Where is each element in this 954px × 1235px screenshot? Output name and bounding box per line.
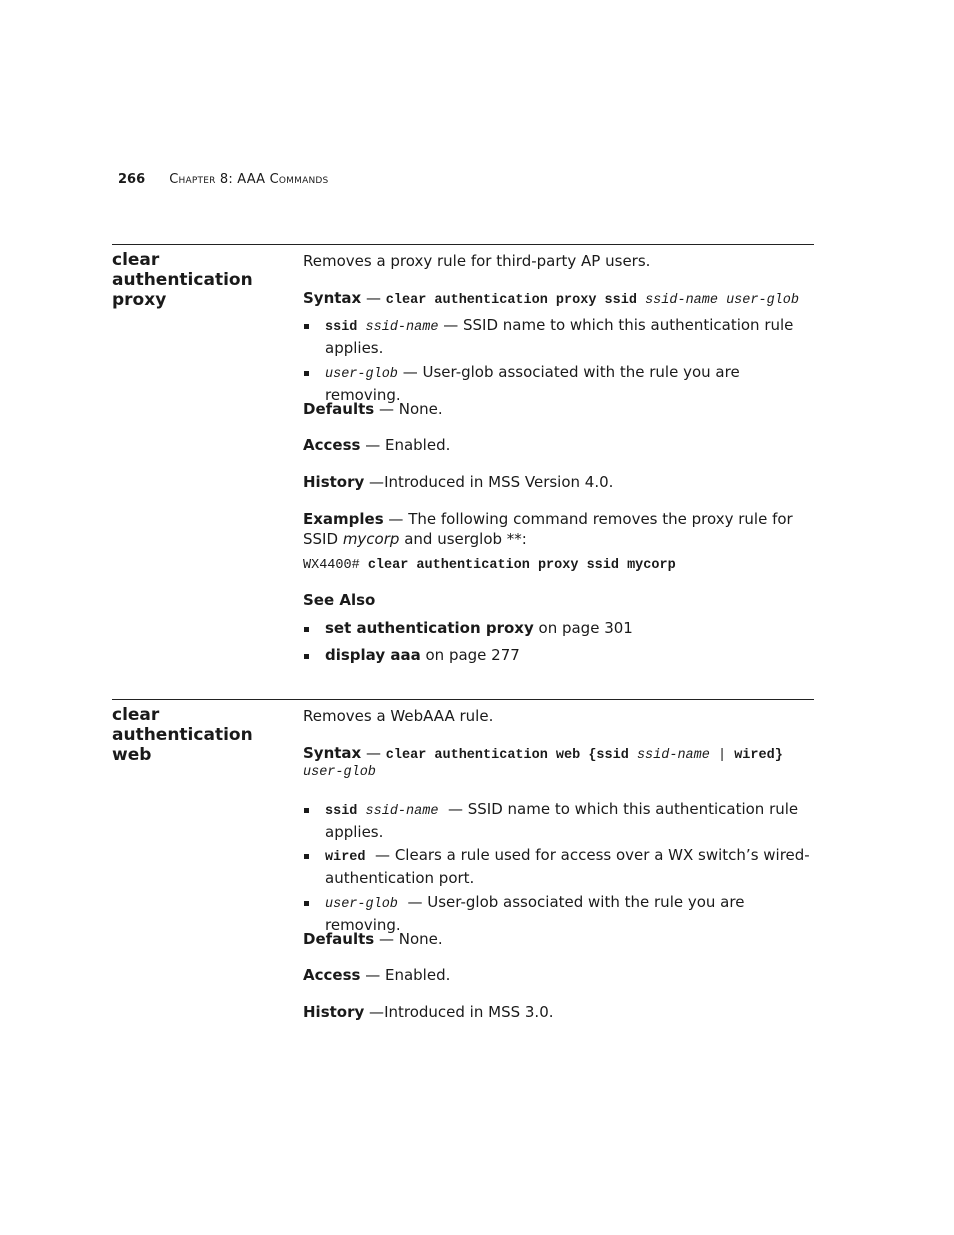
chapter-title: Chapter 8: AAA Commands xyxy=(169,172,329,187)
param-arg: ssid-name xyxy=(365,804,439,819)
param-arg: user-glob xyxy=(325,897,398,912)
command-description: Removes a WebAAA rule. xyxy=(303,707,494,725)
section-divider xyxy=(112,244,814,245)
param-arg: ssid-name xyxy=(365,320,439,335)
see-also-link[interactable]: set authentication proxy xyxy=(325,619,534,637)
see-also-heading: See Also xyxy=(303,591,376,609)
example-code xyxy=(303,556,813,576)
examples-text: The following command removes the proxy rule for SSID xyxy=(303,510,793,548)
see-also-link[interactable]: display aaa xyxy=(325,646,421,664)
page-number: 266 xyxy=(118,172,146,187)
examples-text-end: and userglob **: xyxy=(404,530,527,548)
list-item: wired — Clears a rule used for access over a WX switch’s wired-authentication port. xyxy=(325,845,813,888)
access-line: Access — Enabled. xyxy=(303,436,451,454)
syntax-wired: wired} xyxy=(734,748,783,763)
defaults-line: Defaults — None. xyxy=(303,930,443,948)
list-item: ssid ssid-name — SSID name to which this authentication rule applies. xyxy=(325,799,813,842)
history-line: History —Introduced in MSS Version 4.0. xyxy=(303,473,614,491)
list-item: user-glob — User-glob associated with the rule you are removing. xyxy=(325,362,813,405)
syntax-continuation xyxy=(303,763,813,783)
param-description: SSID name to which this authentication rule applies. xyxy=(325,800,799,841)
param-keyword: ssid xyxy=(325,320,358,335)
syntax-params: ssid-name user-glob xyxy=(645,293,799,308)
examples-line: Examples — The following command removes the proxy rule for SSID mycorp and userglob **: xyxy=(303,510,793,548)
command-heading: clear authentication proxy xyxy=(112,250,253,310)
param-description: Clears a rule used for access over a WX switch’s wired-authentication port. xyxy=(325,846,810,887)
command-description: Removes a proxy rule for third-party AP users. xyxy=(303,252,651,270)
param-description: User-glob associated with the rule you are removing. xyxy=(325,363,740,404)
examples-label: Examples xyxy=(303,510,384,528)
param-description: SSID name to which this authentication rule applies. xyxy=(325,316,794,357)
history-label: History xyxy=(303,473,365,491)
syntax-keywords: clear authentication web {ssid xyxy=(385,748,629,763)
param-keyword: ssid xyxy=(325,804,358,819)
list-item: ssid ssid-name — SSID name to which this authentication rule applies. xyxy=(325,315,813,358)
examples-ssid: mycorp xyxy=(342,530,400,548)
access-line: Access — Enabled. xyxy=(303,966,451,984)
page-reference: on page 277 xyxy=(425,646,520,664)
syntax-label: Syntax xyxy=(303,744,362,762)
syntax-params: user-glob xyxy=(303,765,376,780)
syntax-arg: ssid-name xyxy=(636,748,710,763)
syntax-separator: | xyxy=(717,748,727,763)
page-reference: on page 301 xyxy=(538,619,633,637)
list-item: user-glob — User-glob associated with the rule you are removing. xyxy=(325,892,813,935)
access-value: Enabled. xyxy=(384,436,451,454)
param-description: User-glob associated with the rule you are removing. xyxy=(325,893,745,934)
em-dash: — xyxy=(366,289,382,307)
history-label: History xyxy=(303,1003,365,1021)
defaults-label: Defaults xyxy=(303,400,375,418)
example-prompt: WX4400# xyxy=(303,558,360,573)
section-divider xyxy=(112,699,814,700)
param-keyword: wired xyxy=(325,850,366,865)
see-also-item[interactable] xyxy=(325,645,813,665)
history-value: Introduced in MSS Version 4.0. xyxy=(384,473,614,491)
syntax-keywords: clear authentication proxy ssid xyxy=(385,293,637,308)
defaults-value: None. xyxy=(398,400,443,418)
syntax-label: Syntax xyxy=(303,289,362,307)
command-heading: clear authentication web xyxy=(112,705,253,765)
page-header xyxy=(118,172,328,187)
access-value: Enabled. xyxy=(384,966,451,984)
defaults-label: Defaults xyxy=(303,930,375,948)
history-value: Introduced in MSS 3.0. xyxy=(384,1003,554,1021)
em-dash: — xyxy=(366,744,382,762)
syntax-line xyxy=(303,288,813,311)
example-command: clear authentication proxy ssid mycorp xyxy=(367,558,676,573)
defaults-line: Defaults — None. xyxy=(303,400,443,418)
access-label: Access xyxy=(303,966,361,984)
param-arg: user-glob xyxy=(325,367,398,382)
see-also-item[interactable] xyxy=(325,618,813,638)
history-line: History —Introduced in MSS 3.0. xyxy=(303,1003,554,1021)
access-label: Access xyxy=(303,436,361,454)
defaults-value: None. xyxy=(398,930,443,948)
